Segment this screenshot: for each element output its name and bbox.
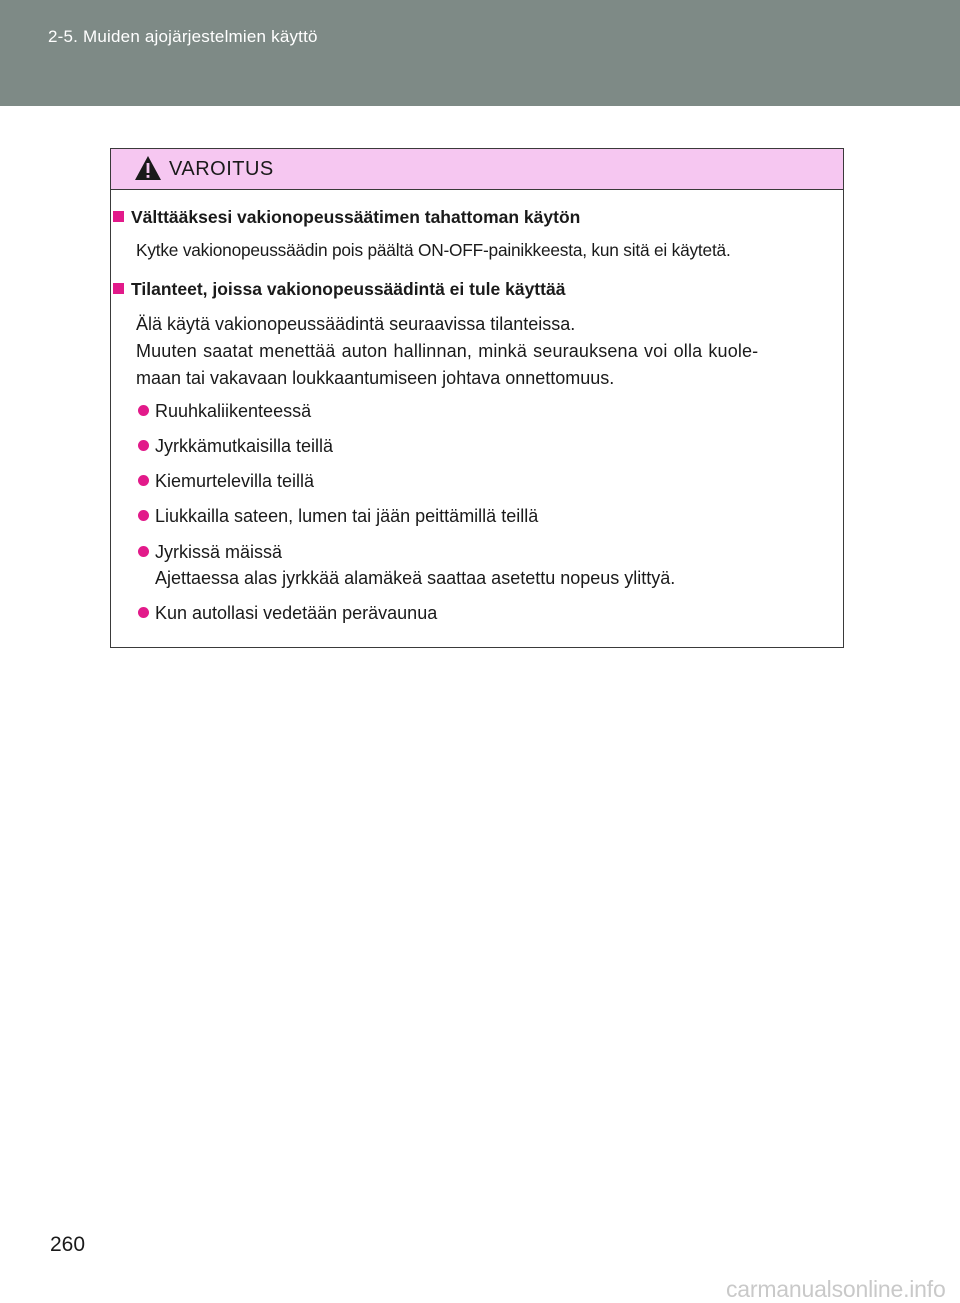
warning-box [110, 148, 844, 648]
list-item [138, 468, 314, 494]
circle-bullet-icon [138, 510, 149, 521]
body-line: Muuten saatat menettää auton hallinnan, minkä seurauksena voi olla kuole- [136, 341, 759, 361]
warning-title: VAROITUS [169, 158, 274, 180]
circle-bullet-icon [138, 607, 149, 618]
list-item [138, 433, 333, 459]
square-bullet-icon [113, 211, 124, 222]
square-bullet-icon [113, 283, 124, 294]
list-item [138, 539, 675, 591]
circle-bullet-icon [138, 440, 149, 451]
section-title: 2-5. Muiden ajojärjestelmien käyttö [48, 27, 318, 46]
body-line: maan tai vakavaan loukkaantumiseen johtava onnettomuus. [136, 368, 615, 388]
list-item-text: Liukkailla sateen, lumen tai jään peittämillä teillä [155, 506, 539, 526]
list-item-text: Kiemurtelevilla teillä [155, 471, 315, 491]
list-item [138, 503, 538, 529]
warning-triangle-icon [133, 154, 163, 182]
list-item-text: Jyrkkämutkaisilla teillä [155, 436, 334, 456]
page-number: 260 [50, 1233, 86, 1256]
section-body-2 [136, 311, 758, 392]
circle-bullet-icon [138, 405, 149, 416]
list-item-text: Jyrkissä mäissä [155, 542, 283, 562]
list-item-subtext: Ajettaessa alas jyrkkää alamäkeä saattaa asetettu nopeus ylittyä. [155, 568, 676, 588]
circle-bullet-icon [138, 546, 149, 557]
warning-header [111, 149, 843, 190]
list-item [138, 600, 437, 626]
list-item-text: Ruuhkaliikenteessä [155, 401, 312, 421]
section-body-1: Kytke vakionopeussäädin pois päältä ON-OFF-painikkeesta, kun sitä ei käytetä. [136, 240, 731, 260]
section-heading-2 [113, 279, 565, 300]
body-line: Älä käytä vakionopeussäädintä seuraavissa tilanteissa. [136, 314, 576, 334]
list-item [138, 398, 311, 424]
section-heading-1 [113, 207, 580, 228]
section-heading-1-text: Välttääksesi vakionopeussäätimen tahattoman käytön [131, 207, 581, 227]
list-item-text: Kun autollasi vedetään perävaunua [155, 603, 438, 623]
header-bar [0, 0, 960, 106]
circle-bullet-icon [138, 475, 149, 486]
section-heading-2-text: Tilanteet, joissa vakionopeussäädintä ei tule käyttää [131, 279, 566, 299]
watermark: carmanualsonline.info [726, 1276, 946, 1302]
